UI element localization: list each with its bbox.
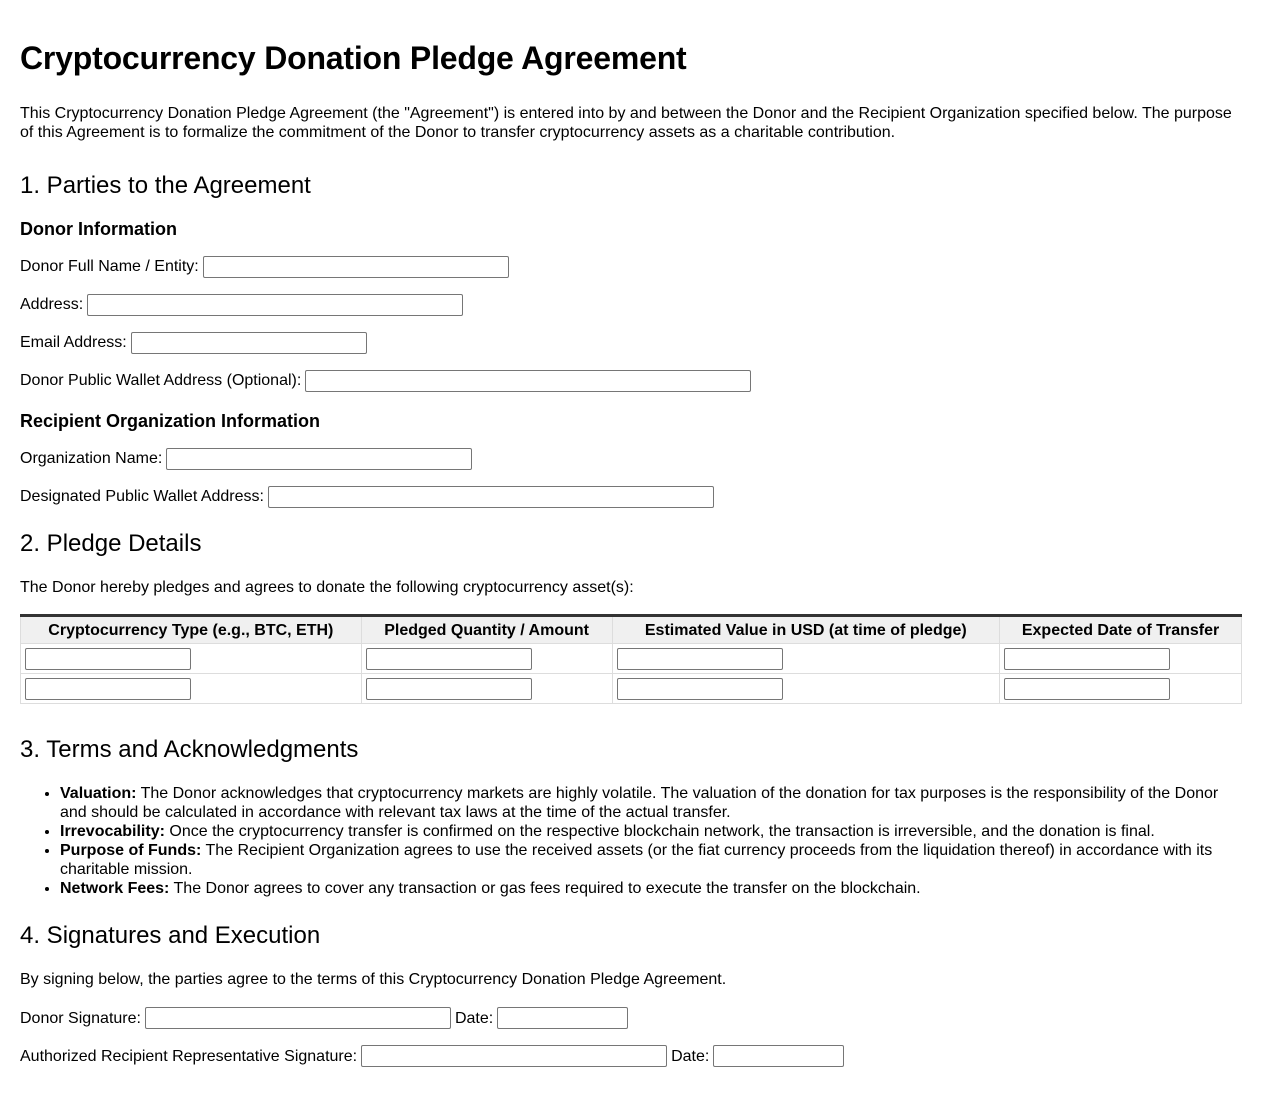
table-cell (361, 674, 612, 704)
section-1-heading: 1. Parties to the Agreement (20, 172, 311, 199)
term-text: The Recipient Organization agrees to use the received assets (or the fiat currency proceeds from the liquidation thereof) in accordance with its charitable mission. (60, 842, 1213, 879)
document-title: Cryptocurrency Donation Pledge Agreement (20, 40, 687, 76)
org-name-row (20, 448, 1242, 470)
column-header-crypto-type: Cryptocurrency Type (e.g., BTC, ETH) (21, 616, 362, 644)
term-title: Irrevocability: (60, 823, 165, 841)
donor-date-label: Date: (454, 1009, 494, 1027)
table-cell (21, 674, 362, 704)
donor-signature-row (20, 1007, 1242, 1029)
table-cell (361, 644, 612, 674)
donor-wallet-input[interactable] (305, 370, 751, 392)
table-cell (1000, 644, 1242, 674)
representative-date-label: Date: (671, 1047, 710, 1065)
transfer-date-input[interactable] (1004, 648, 1170, 670)
representative-signature-input[interactable] (361, 1045, 667, 1067)
donor-signature-label: Donor Signature: (20, 1009, 141, 1027)
term-text: The Donor agrees to cover any transaction or gas fees required to execute the transfer on the blockchain. (169, 880, 921, 898)
table-cell (1000, 674, 1242, 704)
usd-value-input[interactable] (617, 678, 783, 700)
section-2-heading: 2. Pledge Details (20, 530, 202, 557)
donor-name-label: Donor Full Name / Entity: (20, 258, 199, 276)
donor-address-row (20, 294, 1242, 316)
list-item (60, 784, 1242, 822)
column-header-transfer-date: Expected Date of Transfer (1000, 616, 1242, 644)
pledge-table (20, 614, 1242, 704)
term-text: Once the cryptocurrency transfer is confirmed on the respective blockchain network, the transaction is irreversible, and the donation is final. (164, 823, 1155, 841)
signatures-intro: By signing below, the parties agree to the terms of this Cryptocurrency Donation Pledge Agreement. (20, 971, 727, 989)
usd-value-input[interactable] (617, 648, 783, 670)
quantity-input[interactable] (366, 648, 532, 670)
pledge-intro: The Donor hereby pledges and agrees to donate the following cryptocurrency asset(s): (20, 579, 634, 596)
table-cell (612, 674, 1000, 704)
donor-email-label: Email Address: (20, 334, 127, 352)
org-name-input[interactable] (166, 448, 472, 470)
donor-email-input[interactable] (131, 332, 367, 354)
table-cell (21, 644, 362, 674)
column-header-quantity: Pledged Quantity / Amount (361, 616, 612, 644)
crypto-type-input[interactable] (25, 678, 191, 700)
org-wallet-input[interactable] (268, 486, 714, 508)
list-item (60, 822, 1242, 841)
donor-wallet-row (20, 370, 1242, 392)
list-item (60, 879, 1242, 898)
pledge-table-header-row (21, 616, 1242, 644)
org-name-label: Organization Name: (20, 450, 163, 468)
terms-list (20, 784, 1242, 898)
org-wallet-row (20, 486, 1242, 508)
column-header-usd-value: Estimated Value in USD (at time of pledge) (612, 616, 1000, 644)
document-intro: This Cryptocurrency Donation Pledge Agreement (the "Agreement") is entered into by and between the Donor and the Recipient Organization specified below. The purpose of this Agreement is to formalize the commitment of the Donor to transfer cryptocurrency assets as a charitable contribution. (20, 105, 1232, 141)
donor-wallet-label: Donor Public Wallet Address (Optional): (20, 372, 302, 390)
section-3-heading: 3. Terms and Acknowledgments (20, 736, 359, 764)
donor-name-input[interactable] (203, 256, 509, 278)
quantity-input[interactable] (366, 678, 532, 700)
donor-address-label: Address: (20, 296, 84, 314)
donor-email-row (20, 332, 1242, 354)
representative-signature-label: Authorized Recipient Representative Signature: (20, 1047, 358, 1065)
org-wallet-label: Designated Public Wallet Address: (20, 488, 264, 506)
donor-address-input[interactable] (87, 294, 463, 316)
recipient-info-heading: Recipient Organization Information (20, 411, 321, 431)
term-title: Valuation: (60, 785, 137, 803)
table-row (21, 644, 1242, 674)
representative-signature-row (20, 1045, 1242, 1067)
table-row (21, 674, 1242, 704)
donor-signature-input[interactable] (145, 1007, 451, 1029)
transfer-date-input[interactable] (1004, 678, 1170, 700)
list-item (60, 841, 1242, 879)
term-title: Network Fees: (60, 880, 170, 898)
donor-info-heading: Donor Information (20, 219, 177, 239)
section-4-heading: 4. Signatures and Execution (20, 922, 321, 950)
term-text: The Donor acknowledges that cryptocurrency markets are highly volatile. The valuation of the donation for tax purposes is the responsibility of the Donor and should be calculated in accordance with relevant tax laws at the time of the actual transfer. (60, 785, 1219, 822)
crypto-type-input[interactable] (25, 648, 191, 670)
donor-date-input[interactable] (497, 1007, 628, 1029)
donor-name-row (20, 256, 1242, 278)
term-title: Purpose of Funds: (60, 842, 202, 860)
table-cell (612, 644, 1000, 674)
representative-date-input[interactable] (713, 1045, 844, 1067)
